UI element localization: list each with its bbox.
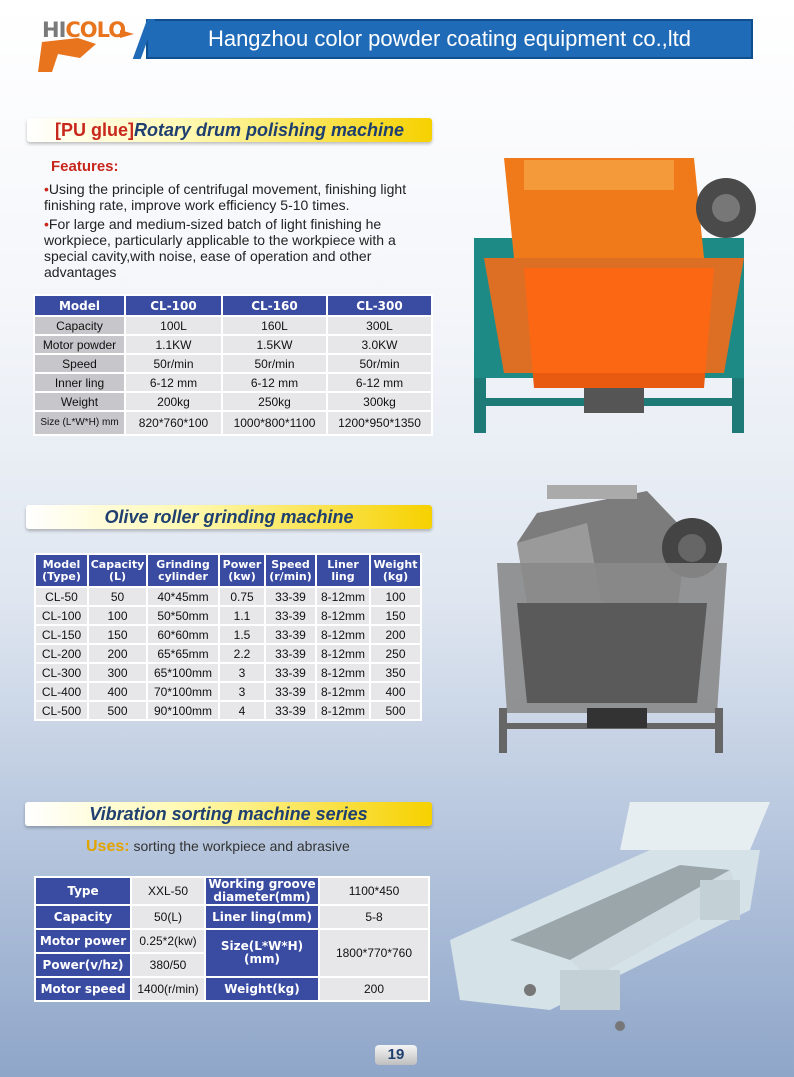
- table-row: CL-400 400 70*100mm 3 33-39 8-12mm 400: [36, 683, 420, 700]
- olive-roller-spec-table: Model (Type) Capacity (L) Grinding cylinder Power (kw) Speed (r/min) Liner ling Weight (kg) CL-50 50 40*45mm 0.75 33-39 8-12mm 100 CL-100 100 50*50mm 1.1 33-39 8-12mm 150 CL-150 150 60*60mm 1.5 33-39 8-12mm 200 CL-200 200 65*65mm 2.2 33-39 8-12mm 250 CL-300 300 65*100mm 3 33-39 8-12mm 350 CL-400 400 70*100mm 3 33-39 8-12mm 400 CL-500 500 90*100mm 4 33-39 8-12mm 500: [34, 553, 422, 721]
- company-name: Hangzhou color powder coating equipment co.,ltd: [207, 26, 692, 51]
- table-row: Motor powder 1.1KW 1.5KW 3.0KW: [35, 336, 431, 353]
- logo-text: HICOLO: [42, 18, 126, 42]
- section-title-rotary-drum: [PU glue]Rotary drum polishing machine: [27, 118, 432, 142]
- vibration-sorting-spec-table: Type XXL-50 Working groove diameter(mm) 1100*450 Capacity 50(L) Liner ling(mm) 5-8 Motor power 0.25*2(kw) Size(L*W*H) (mm) 1800*770*760 Power(v/hz) 380/50 Motor speed 1400(r/min) Weight(kg) 200: [34, 876, 430, 1002]
- table-row: Capacity 100L 160L 300L: [35, 317, 431, 334]
- section-title-olive-roller: Olive roller grinding machine: [26, 505, 432, 529]
- table-row: CL-300 300 65*100mm 3 33-39 8-12mm 350: [36, 664, 420, 681]
- uses-text: Uses: sorting the workpiece and abrasive: [86, 838, 350, 855]
- table-row: CL-150 150 60*60mm 1.5 33-39 8-12mm 200: [36, 626, 420, 643]
- feature-bullet-1: •Using the principle of centrifugal movement, finishing light finishing rate, improve work efficiency 5-10 times.: [44, 181, 407, 213]
- page-number: 19: [375, 1045, 417, 1065]
- table-row: Inner ling 6-12 mm 6-12 mm 6-12 mm: [35, 374, 431, 391]
- section-title-vibration-sorting: Vibration sorting machine series: [25, 802, 432, 826]
- rotary-drum-spec-table: Model CL-100 CL-160 CL-300 Capacity 100L 160L 300L Motor powder 1.1KW 1.5KW 3.0KW Speed 50r/min 50r/min 50r/min Inner ling 6-12 mm 6-12 mm 6-12 mm Weight 200kg 250kg 300kg Size (L*W*H) mm 820*760*100 1000*800*1100 1200*950*1350: [33, 294, 433, 436]
- table-row: CL-100 100 50*50mm 1.1 33-39 8-12mm 150: [36, 607, 420, 624]
- table-row: CL-500 500 90*100mm 4 33-39 8-12mm 500: [36, 702, 420, 719]
- table-row: CL-200 200 65*65mm 2.2 33-39 8-12mm 250: [36, 645, 420, 662]
- table-row: CL-50 50 40*45mm 0.75 33-39 8-12mm 100: [36, 588, 420, 605]
- table-row: Size (L*W*H) mm 820*760*100 1000*800*1100 1200*950*1350: [35, 412, 431, 434]
- company-banner: [146, 19, 753, 59]
- features-heading: Features:: [51, 158, 119, 175]
- feature-bullet-2: •For large and medium-sized batch of light finishing he workpiece, particularly applicable to the workpiece with a special cavity,with noise, ease of operation and other advantages: [44, 216, 396, 280]
- olive-roller-machine-image: [487, 483, 737, 758]
- rotary-drum-machine-image: [464, 148, 764, 438]
- table-row: Weight 200kg 250kg 300kg: [35, 393, 431, 410]
- vibration-sorting-machine-image: [450, 790, 780, 1035]
- table-row: Speed 50r/min 50r/min 50r/min: [35, 355, 431, 372]
- company-logo: [38, 14, 148, 74]
